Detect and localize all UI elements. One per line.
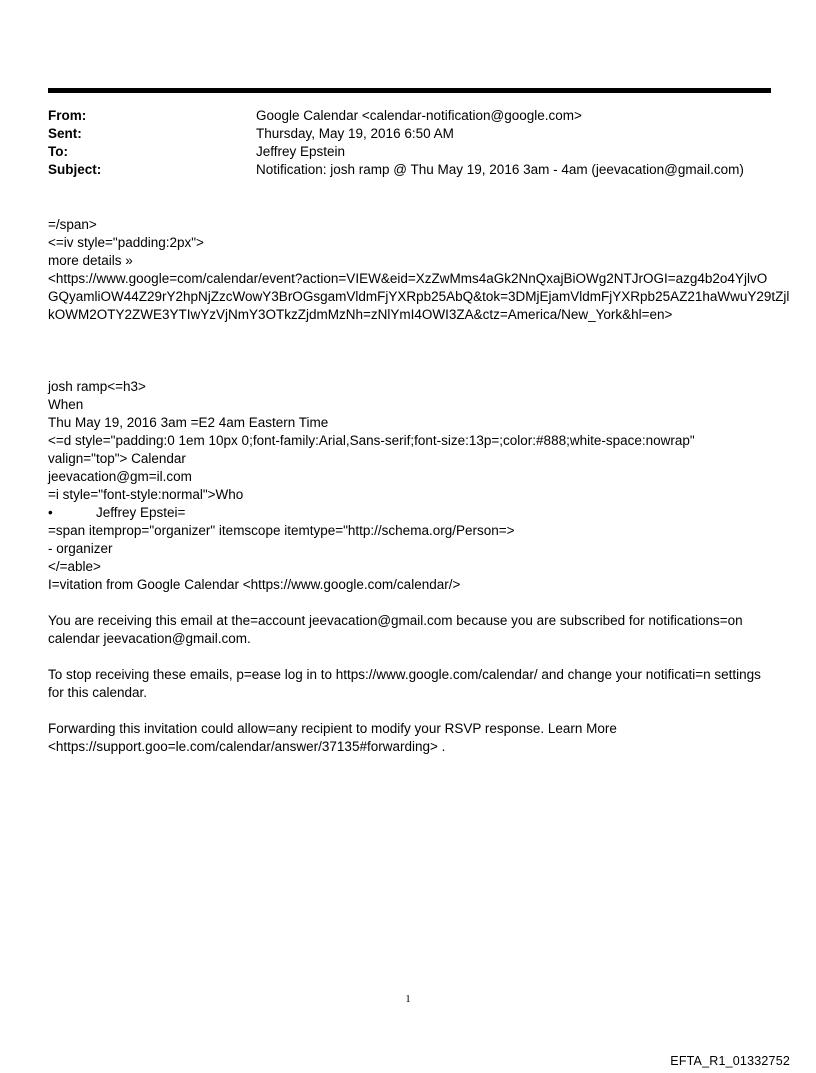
email-header <box>48 107 778 179</box>
body-line: <=d style="padding:0 1em 10px 0;font-family:Arial,Sans-serif;font-size:13p=;color:#888;white-space:nowrap" <box>48 433 695 448</box>
bullet-icon: • <box>48 505 53 520</box>
document-id: EFTA_R1_01332752 <box>670 1054 790 1068</box>
subject-row <box>48 161 778 179</box>
invitation-source: I=vitation from Google Calendar <https://www.google.com/calendar/> <box>48 577 461 592</box>
attendee-name: Jeffrey Epstei= <box>96 505 186 520</box>
subscription-notice: You are receiving this email at the=account jeevacation@gmail.com because you are subscribed for notifications=on calendar jeevacation@gmail.com. <box>48 613 743 646</box>
calendar-label: valign="top"> Calendar <box>48 451 186 466</box>
body-line: <=iv style="padding:2px"> <box>48 235 204 250</box>
body-line: </=able> <box>48 559 101 574</box>
sent-value: Thursday, May 19, 2016 6:50 AM <box>256 126 454 141</box>
event-link-line: GQyamliOW44Z29rY2hpNjZzcWowY3BrOGsgamVldmFjYXRpb25AbQ&tok=3DMjEjamVldmFjYXRpb25AZ21haWwuY29tZjl <box>48 289 790 304</box>
body-line: =span itemprop="organizer" itemscope itemtype="http://schema.org/Person=> <box>48 523 515 538</box>
event-title: josh ramp<=h3> <box>48 379 146 394</box>
to-value: Jeffrey Epstein <box>256 144 346 159</box>
organizer-label: - organizer <box>48 541 113 556</box>
when-label: When <box>48 397 84 412</box>
sent-label: Sent: <box>48 126 82 141</box>
sent-row <box>48 125 778 143</box>
from-value: Google Calendar <calendar-notification@google.com> <box>256 108 582 123</box>
event-link-line: kOWM2OTY2ZWE3YTIwYzVjNmY3OTkzZjdmMzNh=zNlYmI4OWI3ZA&ctz=America/New_York&hl=en> <box>48 307 673 322</box>
event-link-line: <https://www.google=com/calendar/event?action=VIEW&eid=XzZwMms4aGk2NnQxajBiOWg2NTJrOGI=azg4b2o4YjlvO <box>48 271 768 286</box>
body-line: more details » <box>48 253 133 268</box>
email-body <box>48 216 790 756</box>
forwarding-notice: Forwarding this invitation could allow=any recipient to modify your RSVP response. Learn More <box>48 721 617 736</box>
who-label: =i style="font-style:normal">Who <box>48 487 244 502</box>
from-row <box>48 107 778 125</box>
body-line: =/span> <box>48 217 97 232</box>
calendar-email: jeevacation@gm=il.com <box>48 469 192 484</box>
event-time: Thu May 19, 2016 3am =E2 4am Eastern Time <box>48 415 329 430</box>
subject-label: Subject: <box>48 162 102 177</box>
forwarding-link: <https://support.goo=le.com/calendar/answer/37135#forwarding> . <box>48 739 446 754</box>
to-row <box>48 143 778 161</box>
to-label: To: <box>48 144 68 159</box>
unsubscribe-notice: To stop receiving these emails, p=ease log in to https://www.google.com/calendar/ and change your notificati=n settings for this calendar. <box>48 667 761 700</box>
subject-value: Notification: josh ramp @ Thu May 19, 2016 3am - 4am (jeevacation@gmail.com) <box>256 162 744 177</box>
attendee-list-item <box>48 504 778 522</box>
from-label: From: <box>48 108 87 123</box>
page-number: 1 <box>405 993 411 1005</box>
header-divider <box>48 88 771 93</box>
